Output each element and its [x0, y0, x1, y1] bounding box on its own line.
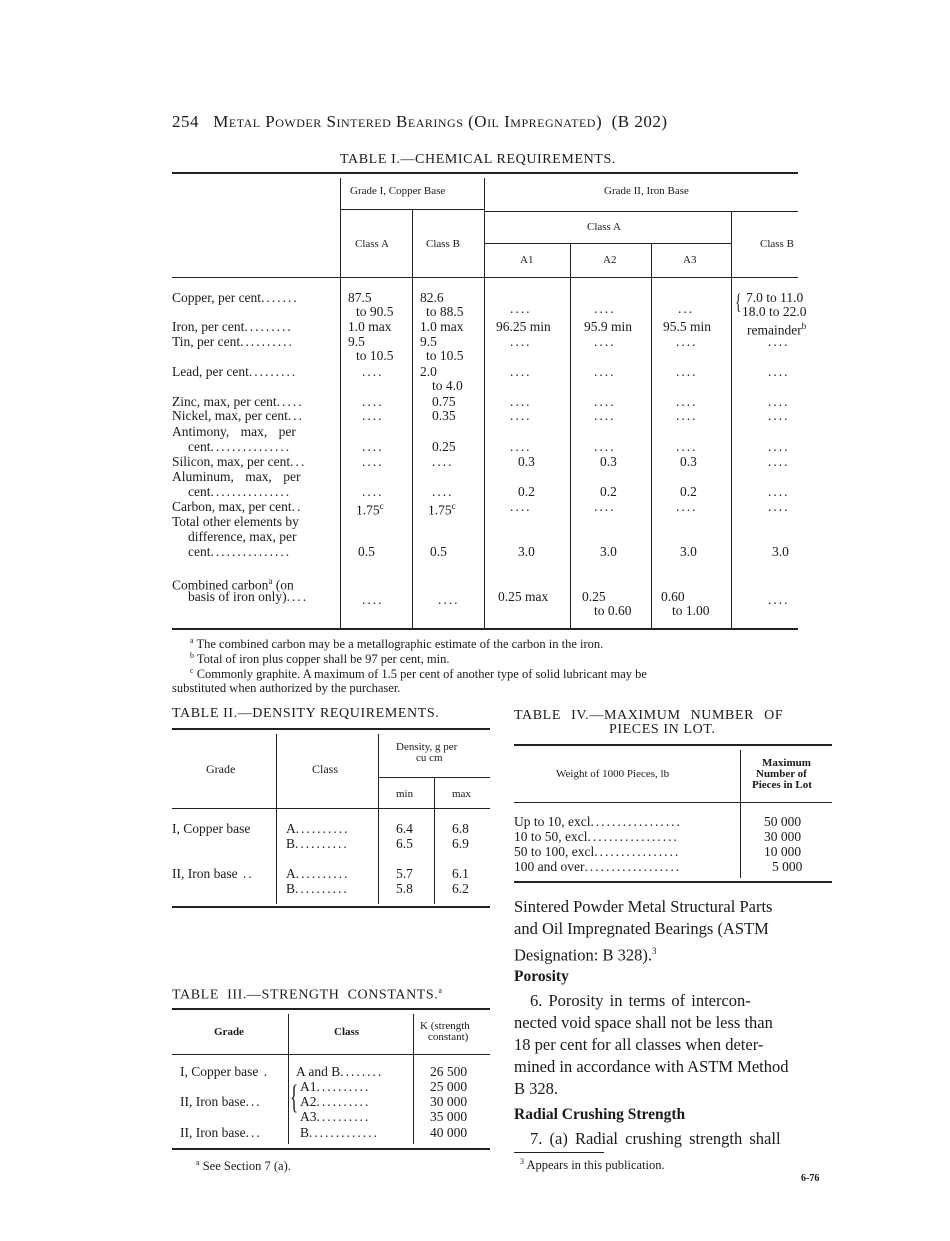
table-rule: [340, 209, 484, 210]
table1-cell: ...: [678, 301, 695, 316]
table-rule: [514, 802, 832, 803]
table1-row-label: Antimony, max, per: [172, 424, 296, 439]
table1-cell: to 10.5: [426, 348, 464, 363]
table1-head-a2: A2: [603, 254, 617, 266]
brace: {: [735, 289, 742, 314]
table1-row-label: Tin, per cent..........: [172, 334, 294, 349]
table-rule: [514, 744, 832, 746]
table3-k: 40 000: [430, 1125, 468, 1140]
table1-head-class-b: Class B: [426, 238, 460, 250]
table1-cell: ....: [594, 394, 616, 409]
table4-number: 50 000: [764, 814, 802, 829]
table1-cell: ....: [432, 484, 454, 499]
running-header: [172, 112, 668, 132]
table4-weight: Up to 10, excl.................: [514, 814, 682, 829]
table1-row-label: Carbon, max, per cent..: [172, 499, 303, 514]
porosity-para-line1: 6. Porosity in terms of intercon-: [530, 991, 751, 1010]
table1-cell: 9.5: [420, 334, 437, 349]
table-rule: [172, 808, 490, 809]
table3-head-k2: constant): [428, 1031, 469, 1043]
table1-cell: ....: [432, 454, 454, 469]
table1-cell: ....: [676, 499, 698, 514]
porosity-para-line5: B 328.: [514, 1079, 559, 1098]
table1-row-label: Copper, per cent.......: [172, 290, 299, 305]
table1-cell: ....: [510, 394, 532, 409]
table1-cell: 0.5: [358, 544, 375, 559]
table-rule: [484, 211, 798, 212]
table1-head-class-a: Class A: [355, 238, 389, 250]
table1-cell: 0.35: [432, 408, 456, 423]
table1-cell: ....: [768, 454, 790, 469]
table1-cell: ....: [768, 394, 790, 409]
table1-row-label: cent...............: [188, 484, 292, 499]
table1-footnote-c-cont: substituted when authorized by the purchaser.: [172, 681, 401, 695]
porosity-para-line4: mined in accordance with ASTM Method: [514, 1057, 789, 1076]
table1-cell: 2.0: [420, 364, 437, 379]
table2-title: TABLE II.—DENSITY REQUIREMENTS.: [172, 706, 440, 721]
table-rule: [570, 244, 571, 628]
table-rule: [514, 881, 832, 883]
table-rule: [434, 778, 435, 904]
table-rule: [288, 1014, 289, 1144]
table-rule: [413, 1014, 414, 1144]
table1-cell: 1.75$^c$: [428, 501, 456, 518]
table1-cell: ....: [510, 364, 532, 379]
table1-footnote-b: $^b$ Total of iron plus copper shall be 97 per cent, min.: [190, 651, 450, 667]
table3-class: B.............: [300, 1125, 379, 1140]
table1-cell: 0.60: [661, 589, 685, 604]
table1-cell: ....: [676, 394, 698, 409]
table1-cell: ....: [594, 499, 616, 514]
table1-cell: 18.0 to 22.0: [742, 304, 807, 319]
table-rule: [172, 1148, 490, 1150]
table1-cell: 1.0 max: [420, 319, 464, 334]
table4-weight: 10 to 50, excl.................: [514, 829, 679, 844]
table1-row-label: cent...............: [188, 544, 292, 559]
table3-k: 25 000: [430, 1079, 468, 1094]
table-rule: [378, 777, 490, 778]
table1-cell: ....: [594, 301, 616, 316]
table3-k: 30 000: [430, 1094, 468, 1109]
table1-cell: 0.3: [600, 454, 617, 469]
table1-cell: ....: [362, 439, 384, 454]
table3-footnote: $^a$ See Section 7 (a).: [196, 1158, 291, 1174]
table-rule: [484, 243, 731, 244]
table4-number: 10 000: [764, 844, 802, 859]
running-title: Metal Powder Sintered Bearings (Oil Impregnated): [213, 112, 603, 131]
table1-cell: 0.2: [518, 484, 535, 499]
table2-class: B..........: [286, 836, 349, 851]
table1-cell: to 4.0: [432, 378, 463, 393]
table1-row-label: Nickel, max, per cent...: [172, 408, 304, 423]
brace: {: [290, 1079, 299, 1116]
table1-cell: 0.25: [582, 589, 606, 604]
radial-heading: Radial Crushing Strength: [514, 1106, 686, 1123]
table4-weight: 100 and over..................: [514, 859, 682, 874]
table1-head-ironclass-b: Class B: [760, 238, 794, 250]
table2-class: A..........: [286, 866, 350, 881]
table1-cell: ....: [594, 334, 616, 349]
table1-cell: ....: [676, 408, 698, 423]
table1-head-a1: A1: [520, 254, 534, 266]
table-rule: [172, 172, 798, 174]
table1-cell: 87.5: [348, 290, 372, 305]
table2-head-min: min: [396, 788, 414, 800]
table3-class: A and B........: [296, 1064, 384, 1079]
table-rule: [740, 750, 741, 878]
table2-min: 5.7: [396, 866, 413, 881]
table1-cell: 3.0: [680, 544, 697, 559]
table3-grade: I, Copper base .: [180, 1064, 270, 1079]
table1-footnote-c: $^c$ Commonly graphite. A maximum of 1.5 per cent of another type of solid lubricant may be: [190, 666, 647, 682]
table1-cell: ....: [362, 454, 384, 469]
radial-para-line1: 7. (a) Radial crushing strength shall: [530, 1129, 781, 1148]
table2-head-density: Density, g per: [396, 741, 458, 753]
table4-head-pieces: Pieces in Lot: [752, 779, 812, 791]
table1-cell: 0.2: [600, 484, 617, 499]
porosity-para-line3: 18 per cent for all classes when deter-: [514, 1035, 764, 1054]
table1-cell: to 10.5: [356, 348, 394, 363]
table1-cell: ....: [594, 364, 616, 379]
table1-row-label: difference, max, per: [188, 529, 297, 544]
table1-cell: ....: [510, 334, 532, 349]
table1-row-label: Aluminum, max, per: [172, 469, 301, 484]
table2-min: 6.4: [396, 821, 413, 836]
table1-cell: ....: [768, 334, 790, 349]
table1-cell: ....: [362, 394, 384, 409]
table3-head-k: K (strength: [420, 1020, 470, 1032]
table1-cell: ....: [438, 592, 460, 607]
table2-head-density-unit: cu cm: [416, 752, 443, 764]
table2-class: A..........: [286, 821, 350, 836]
table1-cell: 82.6: [420, 290, 444, 305]
table1-cell: 0.25: [432, 439, 456, 454]
table1-cell: ....: [362, 592, 384, 607]
table1-head-a3: A3: [683, 254, 697, 266]
table1-cell: ....: [594, 408, 616, 423]
table1-cell: ....: [768, 499, 790, 514]
table1-cell: 0.75: [432, 394, 456, 409]
table4-number: 5 000: [772, 859, 803, 874]
table-rule: [378, 734, 379, 904]
table1-cell: to 0.60: [594, 603, 632, 618]
table3-grade: II, Iron base...: [180, 1094, 262, 1109]
table1-cell: ....: [510, 408, 532, 423]
table1-cell: ....: [362, 408, 384, 423]
table1-cell: ....: [768, 364, 790, 379]
table1-cell: ....: [768, 408, 790, 423]
table1-group-grade2: Grade II, Iron Base: [604, 185, 689, 197]
table-rule: [276, 734, 277, 904]
table-rule: [412, 210, 413, 628]
table1-cell: 1.75$^c$: [356, 501, 384, 518]
table4-head-max: Maximum: [762, 757, 811, 769]
table2-class: B..........: [286, 881, 349, 896]
designation: (B 202): [611, 112, 668, 131]
table1-row-label: Silicon, max, per cent...: [172, 454, 307, 469]
table4-title-line2: PIECES IN LOT.: [609, 722, 716, 737]
table2-max: 6.8: [452, 821, 469, 836]
table1-row-label: Total other elements by: [172, 514, 299, 529]
table1-cell: 3.0: [518, 544, 535, 559]
table3-class: A1..........: [300, 1079, 371, 1094]
table-rule: [172, 628, 798, 630]
table1-cell: 0.25 max: [498, 589, 549, 604]
table1-row-label: Zinc, max, per cent.....: [172, 394, 304, 409]
table2-min: 6.5: [396, 836, 413, 851]
table2-grade: II, Iron base ..: [172, 866, 254, 881]
table1-cell: 0.3: [680, 454, 697, 469]
table1-cell: 0.2: [680, 484, 697, 499]
table1-cell: ....: [594, 439, 616, 454]
table1-row-label: Combined carbon$^a$ (on: [172, 576, 294, 593]
table-rule: [172, 277, 798, 278]
table1-cell: ....: [768, 484, 790, 499]
table1-cell: 3.0: [772, 544, 789, 559]
table1-cell: ....: [510, 439, 532, 454]
table1-cell: 3.0: [600, 544, 617, 559]
table4-head-number: Number of: [756, 768, 807, 780]
table2-max: 6.9: [452, 836, 469, 851]
ref-line3: Designation: B 328).$^3$: [514, 945, 657, 965]
table1-cell: 95.5 min: [663, 319, 712, 334]
table2-head-grade: Grade: [206, 762, 236, 776]
table1-cell: to 88.5: [426, 304, 464, 319]
table1-cell: ....: [362, 484, 384, 499]
table2-min: 5.8: [396, 881, 413, 896]
table-rule: [172, 906, 490, 908]
table1-cell: ....: [510, 499, 532, 514]
porosity-para-line2: nected void space shall not be less than: [514, 1013, 773, 1032]
table1-footnote-a: $^a$ The combined carbon may be a metallographic estimate of the carbon in the iron.: [190, 636, 604, 652]
table1-cell: 7.0 to 11.0: [746, 290, 804, 305]
table3-k: 35 000: [430, 1109, 468, 1124]
table-rule: [172, 1008, 490, 1010]
table1-cell: 0.5: [430, 544, 447, 559]
table2-max: 6.1: [452, 866, 469, 881]
ref-line2: and Oil Impregnated Bearings (ASTM: [514, 919, 769, 938]
table3-title: TABLE III.—STRENGTH CONSTANTS.$^a$: [172, 986, 443, 1003]
table4-weight: 50 to 100, excl................: [514, 844, 681, 859]
table3-head-grade: Grade: [214, 1026, 244, 1038]
table2-head-max: max: [452, 788, 471, 800]
table3-grade: II, Iron base...: [180, 1125, 262, 1140]
ref-line1: Sintered Powder Metal Structural Parts: [514, 897, 773, 916]
table1-cell: ....: [768, 592, 790, 607]
table-rule: [172, 1054, 490, 1055]
table-rule: [651, 244, 652, 628]
table1-row-label: basis of iron only)....: [188, 589, 309, 604]
table1-cell: 95.9 min: [584, 319, 633, 334]
table-rule: [340, 178, 341, 628]
table1-cell: ....: [676, 439, 698, 454]
table1-cell: 9.5: [348, 334, 365, 349]
table2-max: 6.2: [452, 881, 469, 896]
table1-cell: 96.25 min: [496, 319, 551, 334]
page-code: 6-76: [801, 1173, 820, 1184]
table1-group-classA: Class A: [587, 221, 621, 233]
footnote-3: $^3$ Appears in this publication.: [520, 1157, 665, 1173]
table1-cell: ....: [362, 364, 384, 379]
footnote-rule: [514, 1152, 604, 1153]
table2-grade: I, Copper base: [172, 821, 251, 836]
table1-cell: ....: [676, 334, 698, 349]
table1-cell: 0.3: [518, 454, 535, 469]
table1-cell: ....: [676, 364, 698, 379]
table1-group-grade1: Grade I, Copper Base: [350, 185, 446, 197]
table1-cell: remainder$^b$: [747, 321, 807, 338]
table3-class: A2..........: [300, 1094, 371, 1109]
table3-class: A3..........: [300, 1109, 371, 1124]
table1-cell: ....: [768, 439, 790, 454]
table1-cell: ....: [510, 301, 532, 316]
table3-head-class: Class: [334, 1026, 360, 1038]
table-rule: [484, 178, 485, 628]
table4-head-weight: Weight of 1000 Pieces, lb: [556, 768, 670, 780]
table1-cell: to 90.5: [356, 304, 394, 319]
table3-k: 26 500: [430, 1064, 468, 1079]
table4-title: TABLE IV.—MAXIMUM NUMBER OF: [514, 708, 784, 723]
table1-row-label: Iron, per cent.........: [172, 319, 293, 334]
table1-row-label: cent...............: [188, 439, 292, 454]
table1-title: TABLE I.—CHEMICAL REQUIREMENTS.: [340, 152, 616, 167]
table1-row-label: Lead, per cent.........: [172, 364, 298, 379]
table4-number: 30 000: [764, 829, 802, 844]
table1-cell: 1.0 max: [348, 319, 392, 334]
porosity-heading: Porosity: [514, 968, 569, 985]
table2-head-class: Class: [312, 762, 339, 776]
page-number: 254: [172, 112, 199, 131]
table1-cell: to 1.00: [672, 603, 710, 618]
table-rule: [731, 212, 732, 628]
table-rule: [172, 728, 490, 730]
